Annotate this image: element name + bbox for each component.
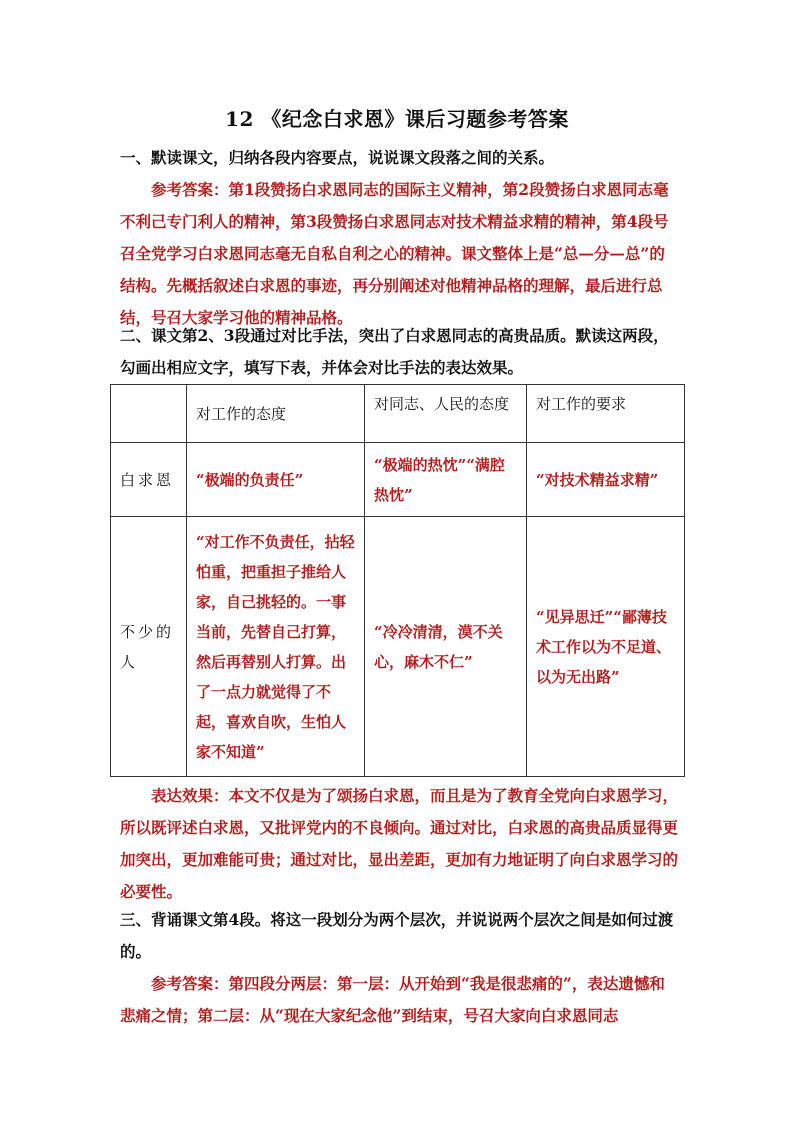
answer-3: 参考答案：第四段分两层：第一层：从开始到“我是很悲痛的”，表达遗憾和悲痛之情；第二层：从“现在大家纪念他”到结束，号召大家向白求恩同志 (120, 974, 665, 1025)
table-row-others (111, 517, 685, 777)
table-header-empty (111, 385, 187, 443)
question-1: 一、默读课文，归纳各段内容要点，说说课文段落之间的关系。 (120, 148, 555, 167)
row-label-others: 不少的人 (111, 517, 187, 777)
others-people-attitude: “冷冷清清，漠不关心，麻木不仁” (365, 517, 527, 777)
table-row-bethune (111, 443, 685, 517)
header-work-attitude: 对工作的态度 (187, 385, 365, 443)
question-2: 二、课文第2、3段通过对比手法，突出了白求恩同志的高贵品质。默读这两段，勾画出相应文字，填写下表，并体会对比手法的表达效果。 (120, 326, 669, 377)
expression-effect: 表达效果：本文不仅是为了颂扬白求恩，而且是为了教育全党向白求恩学习，所以既评述白求恩，又批评党内的不良倾向。通过对比，白求恩的高贵品质显得更加突出，更加难能可贵；通过对比，显出差距，更加有力地证明了向白求恩学习的必要性。 (120, 786, 679, 901)
row-label-bethune: 白求恩 (111, 443, 187, 517)
table-header-row (111, 385, 685, 443)
bethune-people-attitude: “极端的热忱”“满腔热忱” (365, 443, 527, 517)
page-title: 12 《纪念白求恩》课后习题参考答案 (225, 107, 569, 131)
bethune-work-requirement: “对技术精益求精” (527, 443, 685, 517)
comparison-table (110, 384, 685, 777)
answer-1: 参考答案：第1段赞扬白求恩同志的国际主义精神，第2段赞扬白求恩同志毫不利己专门利人的精神，第3段赞扬白求恩同志对技术精益求精的精神，第4段号召全党学习白求恩同志毫无自私自利之心的精神。课文整体上是“总—分—总”的结构。先概括叙述白求恩的事迹，再分别阐述对他精神品格的理解，最后进行总结，号召大家学习他的精神品格。 (120, 180, 669, 327)
others-work-requirement: “见异思迁”“鄙薄技术工作以为不足道、以为无出路” (527, 517, 685, 777)
question-3: 三、背诵课文第4段。将这一段划分为两个层次，并说说两个层次之间是如何过渡的。 (120, 910, 674, 961)
header-people-attitude: 对同志、人民的态度 (365, 385, 527, 443)
bethune-work-attitude: “极端的负责任” (187, 443, 365, 517)
others-work-attitude: “对工作不负责任，拈轻怕重，把重担子推给人家，自己挑轻的。一事当前，先替自己打算，然后再替别人打算。出了一点力就觉得了不起，喜欢自吹，生怕人家不知道” (187, 517, 365, 777)
header-work-requirement: 对工作的要求 (527, 385, 685, 443)
